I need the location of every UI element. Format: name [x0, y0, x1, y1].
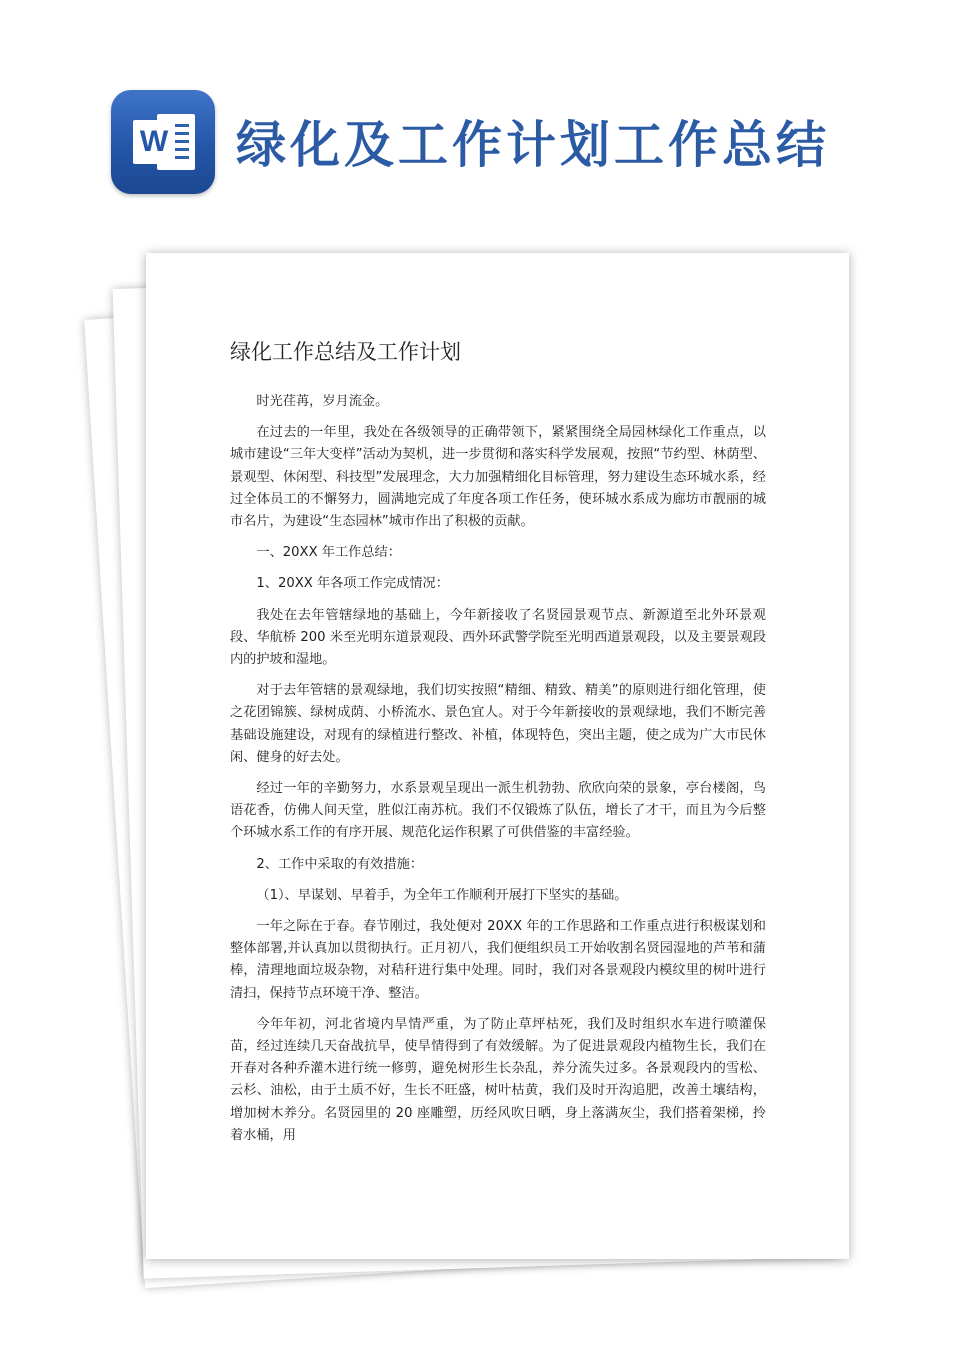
document-page	[146, 253, 849, 1259]
paragraph-spring-plan: 一年之际在于春。春节刚过，我处便对 20XX 年的工作思路和工作重点进行积极谋划和整体部署,并认真加以贯彻执行。正月初八，我们便组织员工开始收割名贤园湿地的芦苇和蒲棒，清理地面垃圾杂物，对秸秆进行集中处理。同时，我们对各景观段内模纹里的树叶进行清扫，保持节点环境干净、整洁。	[230, 919, 766, 1001]
microsoft-word-icon	[111, 90, 215, 194]
paragraph-summary: 在过去的一年里，我处在各级领导的正确带领下，紧紧围绕全局园林绿化工作重点，以城市建设“三年大变样”活动为契机，进一步贯彻和落实科学发展观，按照“节约型、林荫型、景观型、休闲型、科技型”发展理念，大力加强精细化目标管理，努力建设生态环城水系，经过全体员工的不懈努力，圆满地完成了年度各项工作任务，使环城水系成为廊坊市靓丽的城市名片，为建设“生态园林”城市作出了积极的贡献。	[230, 425, 766, 530]
paragraph-new-areas: 我处在去年管辖绿地的基础上，今年新接收了名贤园景观节点、新源道至北外环景观段、华航桥 200 米至光明东道景观段、西外环武警学院至光明西道景观段，以及主要景观段内的护坡和湿地。	[230, 607, 766, 668]
paragraph-opening: 时光荏苒，岁月流金。	[256, 394, 389, 409]
paragraph-drought: 今年年初，河北省境内旱情严重，为了防止草坪枯死，我们及时组织水车进行喷灌保苗，经过连续几天奋战抗旱，使旱情得到了有效缓解。为了促进景观段内植物生长，我们在开春对各种乔灌木进行统一修剪，避免树形生长杂乱，养分流失过多。各景观段内的雪松、云杉、油松，由于土质不好，生长不旺盛，树叶枯黄，我们及时开沟追肥，改善土壤结构，增加树木养分。名贤园里的 20 座雕塑，历经风吹日晒，身上落满灰尘，我们搭着架梯，拎着水桶，用	[230, 1016, 766, 1143]
heading-section-1: 一、20XX 年工作总结：	[256, 545, 401, 561]
document-body	[230, 391, 766, 1156]
paragraph-results: 经过一年的辛勤努力，水系景观呈现出一派生机勃勃、欣欣向荣的景象，亭台楼阁，鸟语花香，仿佛人间天堂，胜似江南苏杭。我们不仅锻炼了队伍，增长了才干，而且为今后整个环城水系工作的有序开展、规范化运作积累了可供借鉴的丰富经验。	[230, 781, 766, 841]
paragraph-management: 对于去年管辖的景观绿地，我们切实按照“精细、精致、精美”的原则进行细化管理，使之花团锦簇、绿树成荫、小桥流水、景色宜人。对于今年新接收的景观绿地，我们不断完善基础设施建设，对现有的绿植进行整改、补植，体现特色，突出主题，使之成为广大市民休闲、健身的好去处。	[230, 683, 766, 765]
heading-subsection-2: 2、工作中采取的有效措施：	[256, 856, 424, 872]
heading-subsection-1: 1、20XX 年各项工作完成情况：	[256, 576, 449, 592]
document-title: 绿化工作总结及工作计划	[230, 340, 461, 364]
word-letter: W	[133, 120, 175, 164]
heading-measure-1: （1）、早谋划、早着手，为全年工作顺利开展打下坚实的基础。	[256, 887, 628, 903]
banner-title: 绿化及工作计划工作总结	[236, 115, 830, 174]
